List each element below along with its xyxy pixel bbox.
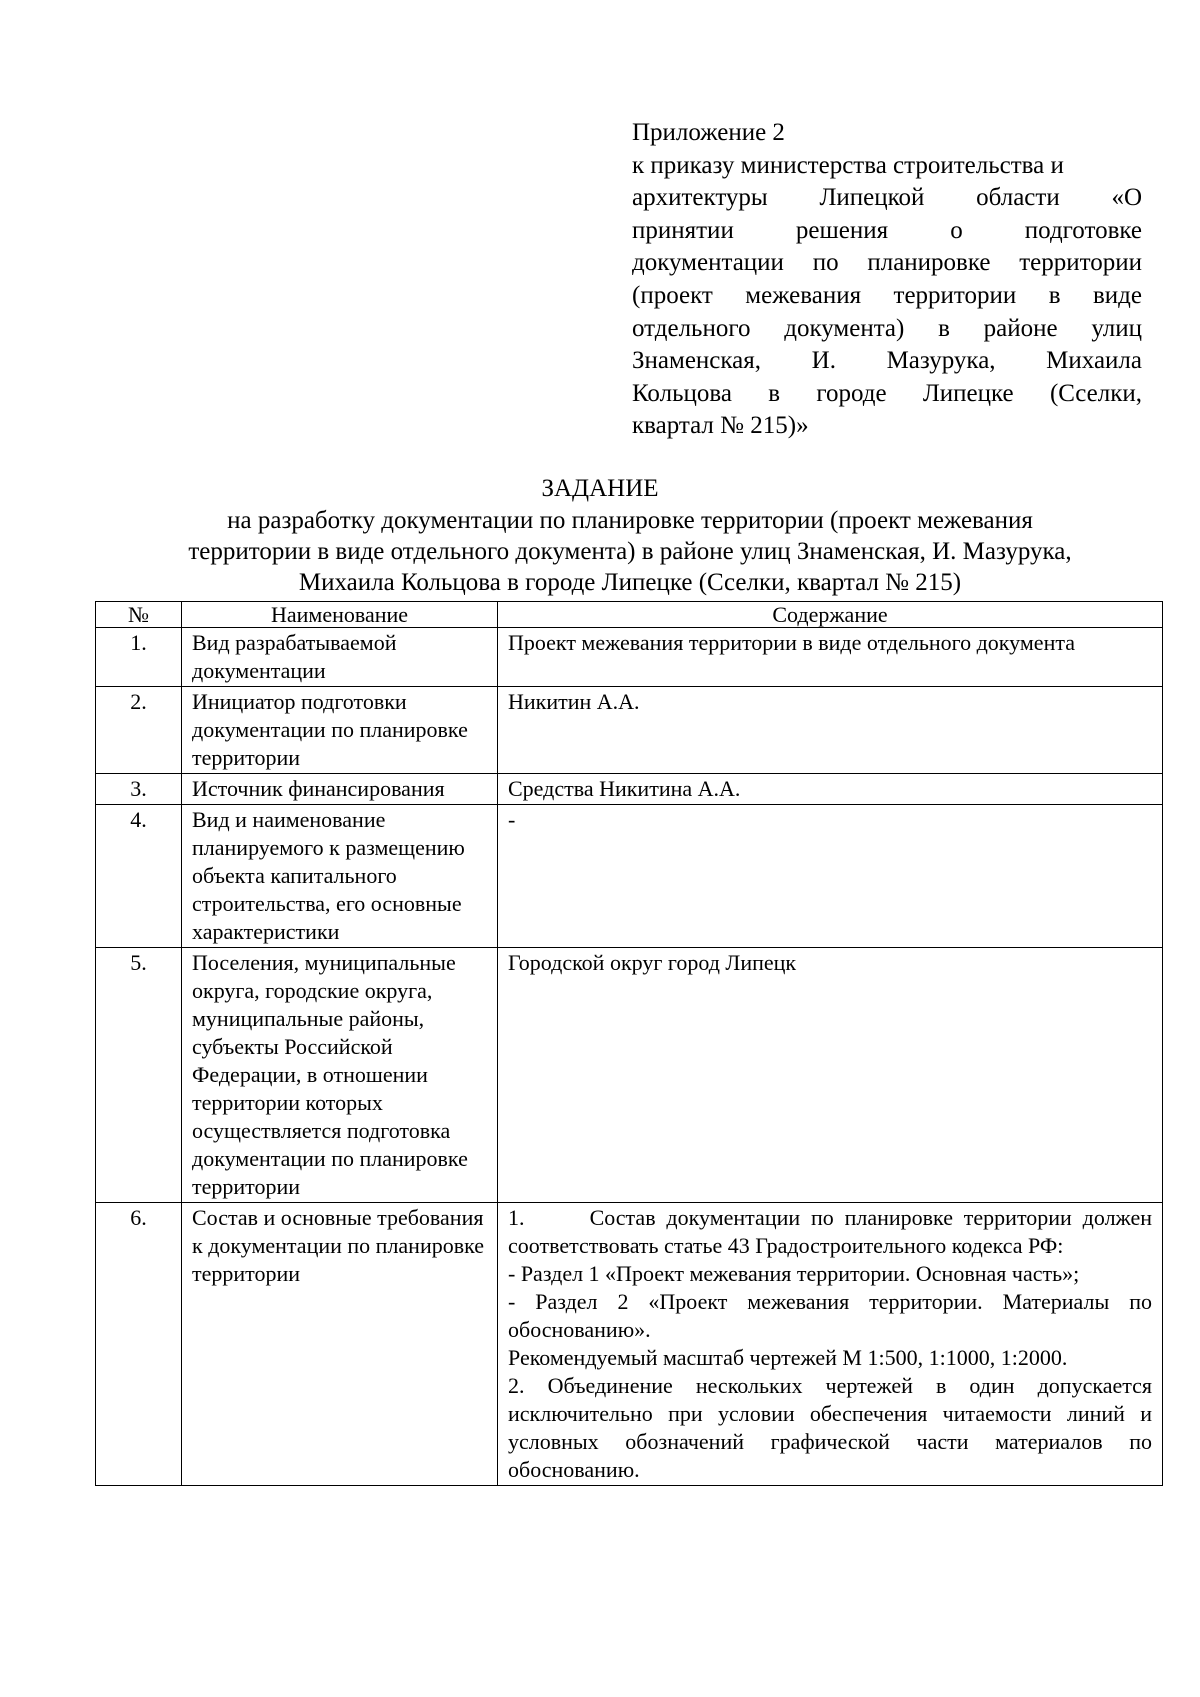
content-paragraph: 2. Объединение нескольких чертежей в один допускается исключительно при условии обеспечения читаемости линий и условных обозначений графической части материалов по обоснованию.	[508, 1373, 1152, 1482]
appendix-line: Знаменская, И. Мазурука, Михаила	[632, 347, 1142, 375]
column-header-content: Содержание	[498, 602, 1163, 628]
assignment-table	[95, 601, 1163, 1486]
content-paragraph: Никитин А.А.	[508, 689, 640, 714]
appendix-line: Кольцова в городе Липецке (Сселки,	[632, 379, 1142, 407]
document-title: ЗАДАНИЕ	[541, 475, 659, 502]
row-content	[498, 687, 1163, 774]
content-paragraph: Средства Никитина А.А.	[508, 776, 741, 801]
content-paragraph: 1. Состав документации по планировке территории должен соответствовать статье 43 Градостроительного кодекса РФ:	[508, 1205, 1152, 1258]
table-row	[96, 687, 1163, 774]
table-row	[96, 948, 1163, 1203]
table-row	[96, 774, 1163, 805]
table-row	[96, 1203, 1163, 1486]
appendix-line: к приказу министерства строительства и	[632, 151, 1064, 179]
row-content	[498, 774, 1163, 805]
appendix-block	[632, 117, 1142, 443]
row-name: Поселения, муниципальные округа, городские округа, муниципальные районы, субъекты Российской Федерации, в отношении территории которых осуществляется подготовка документации по планировке территории	[182, 948, 498, 1203]
appendix-line: отдельного документа) в районе улиц	[632, 314, 1142, 342]
table-header-row	[96, 602, 1163, 628]
appendix-line: (проект межевания территории в виде	[632, 281, 1142, 309]
row-name: Инициатор подготовки документации по планировке территории	[182, 687, 498, 774]
row-content	[498, 805, 1163, 948]
appendix-line: Приложение 2	[632, 119, 785, 146]
content-paragraph: Городской округ город Липецк	[508, 950, 797, 975]
content-paragraph: - Раздел 1 «Проект межевания территории. Основная часть»;	[508, 1261, 1080, 1286]
document-subtitle	[100, 505, 1160, 598]
appendix-line: принятии решения о подготовке	[632, 216, 1142, 244]
row-number: 1.	[96, 628, 182, 687]
row-name: Вид и наименование планируемого к размещению объекта капитального строительства, его основные характеристики	[182, 805, 498, 948]
row-number: 5.	[96, 948, 182, 1203]
subtitle-line: на разработку документации по планировке территории (проект межевания	[227, 507, 1033, 534]
row-name: Состав и основные требования к документации по планировке территории	[182, 1203, 498, 1486]
row-name: Вид разрабатываемой документации	[182, 628, 498, 687]
row-number: 2.	[96, 687, 182, 774]
row-number: 6.	[96, 1203, 182, 1486]
row-number: 4.	[96, 805, 182, 948]
table-row	[96, 805, 1163, 948]
row-content	[498, 628, 1163, 687]
subtitle-line: территории в виде отдельного документа) в районе улиц Знаменская, И. Мазурука,	[188, 538, 1072, 565]
subtitle-line: Михаила Кольцова в городе Липецке (Сселки, квартал № 215)	[298, 569, 962, 596]
content-paragraph: - Раздел 2 «Проект межевания территории. Материалы по обоснованию».	[508, 1289, 1152, 1342]
appendix-line: квартал № 215)»	[632, 412, 809, 440]
row-number: 3.	[96, 774, 182, 805]
appendix-line: документации по планировке территории	[632, 249, 1142, 277]
appendix-line: архитектуры Липецкой области «О	[632, 184, 1142, 212]
column-header-number: №	[96, 602, 182, 628]
content-paragraph: Рекомендуемый масштаб чертежей М 1:500, 1:1000, 1:2000.	[508, 1345, 1068, 1370]
row-content	[498, 948, 1163, 1203]
content-paragraph: Проект межевания территории в виде отдельного документа	[508, 630, 1075, 655]
row-content	[498, 1203, 1163, 1486]
column-header-name: Наименование	[182, 602, 498, 628]
table-row	[96, 628, 1163, 687]
content-paragraph: -	[508, 807, 516, 832]
row-name: Источник финансирования	[182, 774, 498, 805]
